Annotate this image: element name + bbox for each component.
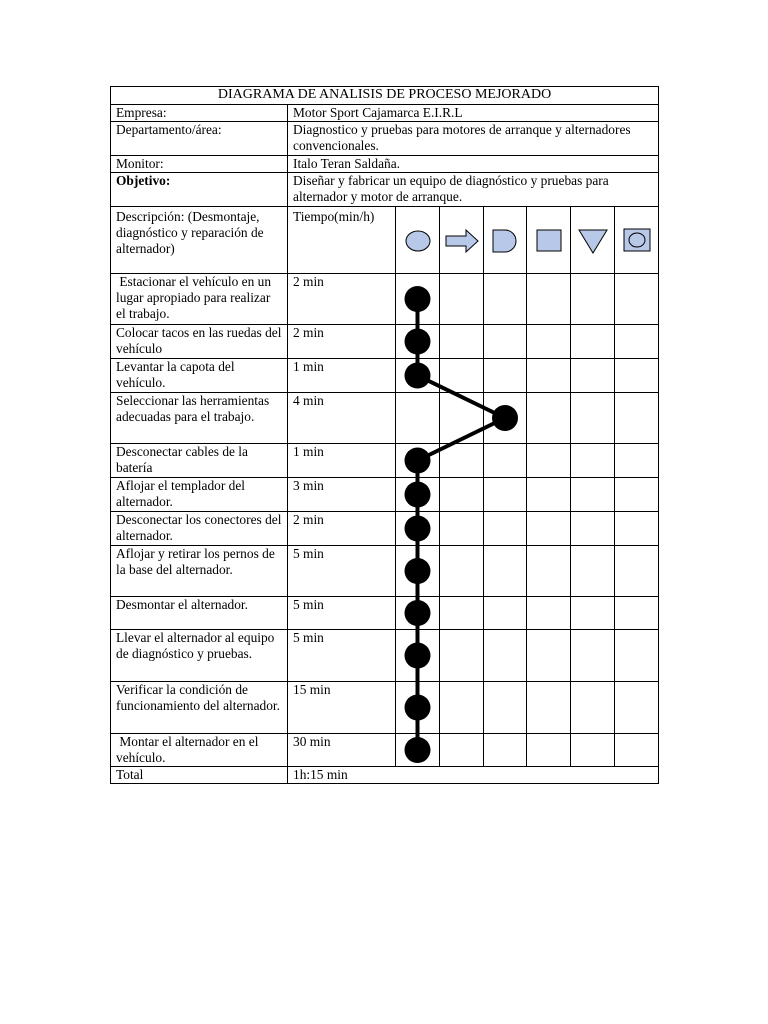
step-time: 1 min <box>288 444 396 478</box>
symbol-cell <box>396 444 440 478</box>
symbol-cell <box>527 393 571 444</box>
symbol-cell <box>571 546 615 597</box>
symbol-cell <box>440 478 484 512</box>
symbol-cell <box>571 597 615 630</box>
step-description: Desconectar los conectores del alternador. <box>111 512 288 546</box>
step-time: 4 min <box>288 393 396 444</box>
monitor-label: Monitor: <box>111 156 288 173</box>
symbol-cell <box>571 682 615 734</box>
step-description: Desmontar el alternador. <box>111 597 288 630</box>
symbol-cell <box>615 393 659 444</box>
step-description: Desconectar cables de la batería <box>111 444 288 478</box>
step-time: 30 min <box>288 734 396 767</box>
step-row <box>111 274 659 325</box>
symbol-cell <box>527 512 571 546</box>
symbol-cell <box>440 444 484 478</box>
step-description: Aflojar el templador del alternador. <box>111 478 288 512</box>
symbol-cell <box>396 512 440 546</box>
symbol-cell <box>615 734 659 767</box>
step-time: 2 min <box>288 325 396 359</box>
total-label: Total <box>111 767 288 784</box>
step-time: 1 min <box>288 359 396 393</box>
total-row <box>111 767 659 784</box>
symbol-cell <box>527 597 571 630</box>
step-row <box>111 393 659 444</box>
inspection-square-icon <box>527 207 571 274</box>
monitor-value: Italo Teran Saldaña. <box>288 156 659 173</box>
step-time: 5 min <box>288 597 396 630</box>
symbol-cell <box>440 546 484 597</box>
symbol-cell <box>396 359 440 393</box>
symbol-cell <box>396 393 440 444</box>
symbol-cell <box>571 512 615 546</box>
company-label: Empresa: <box>111 105 288 122</box>
symbol-cell <box>484 512 527 546</box>
symbol-cell <box>396 682 440 734</box>
symbol-cell <box>484 734 527 767</box>
department-label: Departamento/área: <box>111 122 288 156</box>
symbol-cell <box>571 325 615 359</box>
symbol-cell <box>440 734 484 767</box>
symbol-cell <box>571 393 615 444</box>
step-row <box>111 630 659 682</box>
step-description: Levantar la capota del vehículo. <box>111 359 288 393</box>
symbol-cell <box>571 359 615 393</box>
symbol-cell <box>440 682 484 734</box>
step-row <box>111 734 659 767</box>
process-analysis-sheet <box>110 86 658 784</box>
step-description: Llevar el alternador al equipo de diagnóstico y pruebas. <box>111 630 288 682</box>
total-value: 1h:15 min <box>288 767 659 784</box>
symbol-cell <box>484 597 527 630</box>
step-time: 5 min <box>288 546 396 597</box>
symbol-cell <box>440 597 484 630</box>
symbol-cell <box>527 325 571 359</box>
transport-arrow-icon <box>440 207 484 274</box>
symbol-cell <box>396 546 440 597</box>
step-description: Estacionar el vehículo en un lugar apropiado para realizar el trabajo. <box>111 274 288 325</box>
symbol-cell <box>484 274 527 325</box>
symbol-cell <box>527 734 571 767</box>
step-time: 3 min <box>288 478 396 512</box>
symbol-cell <box>484 546 527 597</box>
step-description: Montar el alternador en el vehículo. <box>111 734 288 767</box>
symbol-cell <box>484 393 527 444</box>
step-row <box>111 325 659 359</box>
storage-triangle-icon <box>571 207 615 274</box>
symbol-cell <box>527 444 571 478</box>
step-row <box>111 359 659 393</box>
description-header: Descripción: (Desmontaje, diagnóstico y reparación de alternador) <box>111 207 288 274</box>
step-row <box>111 512 659 546</box>
symbol-cell <box>396 325 440 359</box>
time-header: Tiempo(min/h) <box>288 207 396 274</box>
step-time: 2 min <box>288 274 396 325</box>
symbol-cell <box>396 630 440 682</box>
symbol-cell <box>484 478 527 512</box>
step-row <box>111 546 659 597</box>
symbol-cell <box>527 478 571 512</box>
step-description: Colocar tacos en las ruedas del vehículo <box>111 325 288 359</box>
symbol-cell <box>571 478 615 512</box>
symbol-cell <box>615 325 659 359</box>
symbol-cell <box>615 274 659 325</box>
symbol-cell <box>527 546 571 597</box>
symbol-cell <box>615 597 659 630</box>
objective-label: Objetivo: <box>111 173 288 207</box>
symbol-cell <box>396 274 440 325</box>
symbol-cell <box>527 359 571 393</box>
symbol-cell <box>440 393 484 444</box>
step-row <box>111 444 659 478</box>
symbol-cell <box>615 546 659 597</box>
symbol-cell <box>527 274 571 325</box>
step-time: 15 min <box>288 682 396 734</box>
objective-value: Diseñar y fabricar un equipo de diagnóstico y pruebas para alternador y motor de arranque. <box>288 173 659 207</box>
symbol-cell <box>396 597 440 630</box>
department-value: Diagnostico y pruebas para motores de arranque y alternadores convencionales. <box>288 122 659 156</box>
symbol-cell <box>440 274 484 325</box>
symbol-cell <box>484 359 527 393</box>
step-description: Aflojar y retirar los pernos de la base del alternador. <box>111 546 288 597</box>
symbol-cell <box>440 325 484 359</box>
symbol-cell <box>571 444 615 478</box>
step-description: Verificar la condición de funcionamiento del alternador. <box>111 682 288 734</box>
step-description: Seleccionar las herramientas adecuadas para el trabajo. <box>111 393 288 444</box>
step-time: 2 min <box>288 512 396 546</box>
combined-activity-icon <box>615 207 659 274</box>
delay-d-icon <box>484 207 527 274</box>
step-row <box>111 478 659 512</box>
symbol-cell <box>527 682 571 734</box>
symbol-cell <box>484 444 527 478</box>
symbol-cell <box>571 274 615 325</box>
symbol-cell <box>571 630 615 682</box>
symbol-cell <box>615 512 659 546</box>
symbol-cell <box>615 444 659 478</box>
symbol-cell <box>396 478 440 512</box>
symbol-cell <box>615 630 659 682</box>
symbol-cell <box>527 630 571 682</box>
diagram-title: DIAGRAMA DE ANALISIS DE PROCESO MEJORADO <box>111 87 659 105</box>
symbol-cell <box>615 478 659 512</box>
symbol-cell <box>440 512 484 546</box>
step-time: 5 min <box>288 630 396 682</box>
symbol-cell <box>615 682 659 734</box>
symbol-cell <box>484 630 527 682</box>
symbol-cell <box>484 682 527 734</box>
symbol-cell <box>440 359 484 393</box>
symbol-cell <box>396 734 440 767</box>
operation-circle-icon <box>396 207 440 274</box>
process-table <box>110 86 659 784</box>
symbol-cell <box>484 325 527 359</box>
symbol-cell <box>615 359 659 393</box>
step-row <box>111 597 659 630</box>
symbol-cell <box>440 630 484 682</box>
company-value: Motor Sport Cajamarca E.I.R.L <box>288 105 659 122</box>
symbol-cell <box>571 734 615 767</box>
step-row <box>111 682 659 734</box>
